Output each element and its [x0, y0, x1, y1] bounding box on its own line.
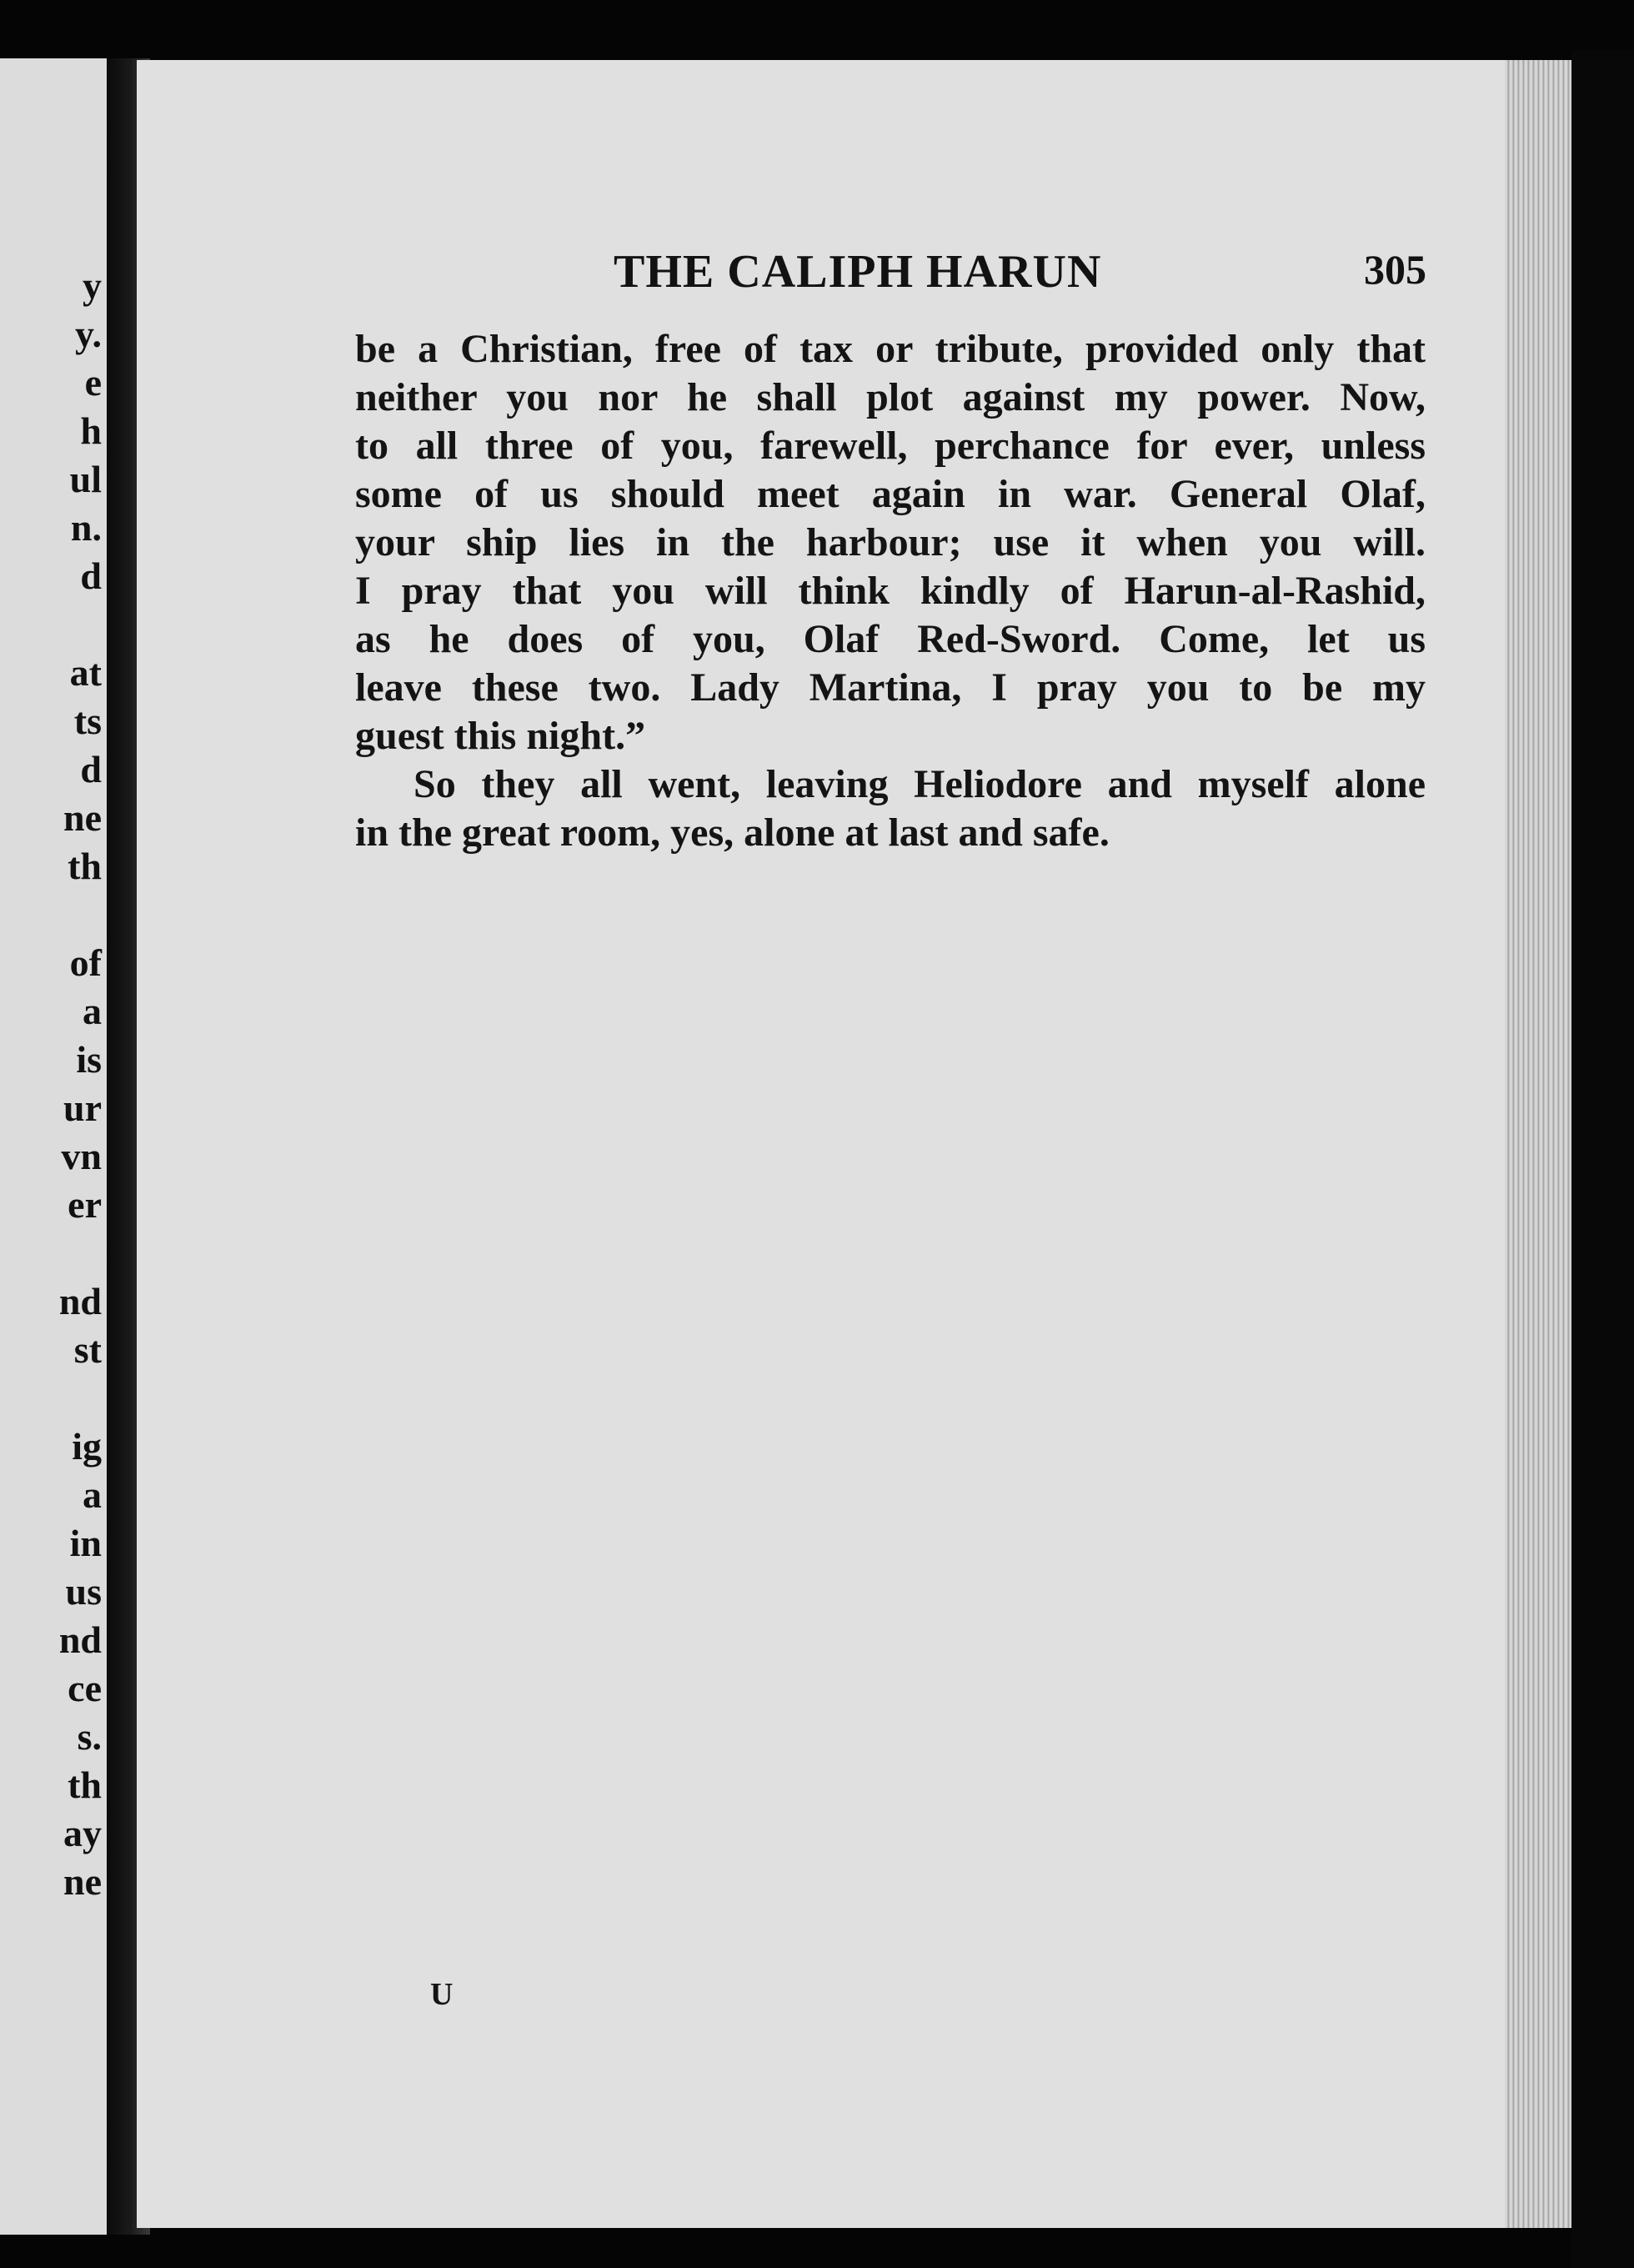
- text-line: guest this night.”: [355, 714, 646, 758]
- text-line: neither you nor he shall plot against my power. Now,: [355, 375, 1426, 419]
- left-page-line-fragment: ur: [63, 1086, 102, 1129]
- left-page-line-fragment: ay: [63, 1812, 102, 1854]
- left-page-line-fragment: ts: [73, 700, 102, 742]
- left-page-line-fragment: e: [84, 361, 102, 404]
- left-page-line-fragment: ig: [72, 1425, 102, 1468]
- left-page-line-fragment: in: [69, 1522, 102, 1564]
- paragraph: [355, 325, 1426, 760]
- left-page-line-fragment: a: [83, 990, 102, 1032]
- text-line: I pray that you will think kindly of Harun-al-Rashid,: [355, 569, 1426, 613]
- left-page-line-fragment: n.: [70, 506, 102, 549]
- left-page-line-fragment: of: [69, 941, 102, 984]
- running-head: [137, 245, 1526, 300]
- body-text: [355, 325, 1426, 857]
- left-page-line-fragment: ne: [63, 1860, 102, 1903]
- text-line: in the great room, yes, alone at last and safe.: [355, 810, 1110, 855]
- left-page-line-fragment: vn: [61, 1135, 102, 1177]
- left-page-line-fragment: ne: [63, 796, 102, 839]
- scan-border: [1571, 50, 1634, 2268]
- left-page-line-fragment: d: [80, 554, 102, 597]
- left-page-line-fragment: ul: [69, 458, 102, 500]
- left-page-line-fragment: at: [69, 651, 102, 694]
- left-page-line-fragment: is: [76, 1038, 102, 1081]
- text-line: be a Christian, free of tax or tribute, provided only that: [355, 327, 1426, 371]
- text-line: your ship lies in the harbour; use it when you will.: [355, 520, 1426, 564]
- left-page-line-fragment: ce: [68, 1667, 102, 1709]
- left-page-line-fragment: s.: [77, 1715, 102, 1758]
- page-number: 305: [1364, 246, 1426, 293]
- left-page-line-fragment: er: [68, 1183, 102, 1226]
- previous-page-fragment: [0, 58, 107, 2235]
- left-page-line-fragment: us: [65, 1570, 102, 1613]
- book-page: [133, 60, 1526, 2228]
- left-page-line-fragment: nd: [58, 1280, 102, 1322]
- left-page-line-fragment: th: [68, 1764, 102, 1806]
- left-page-line-fragment: h: [80, 409, 102, 452]
- left-page-line-fragment: y.: [75, 313, 102, 355]
- text-line: So they all went, leaving Heliodore and myself alone: [414, 762, 1426, 806]
- text-line: to all three of you, farewell, perchance for ever, unless: [355, 424, 1426, 468]
- left-page-line-fragment: st: [73, 1328, 102, 1371]
- left-page-line-fragment: d: [80, 748, 102, 790]
- left-page-line-fragment: nd: [58, 1618, 102, 1661]
- text-line: some of us should meet again in war. General Olaf,: [355, 472, 1426, 516]
- paragraph: [355, 760, 1426, 857]
- text-line: leave these two. Lady Martina, I pray you to be my: [355, 665, 1426, 710]
- signature-mark: U: [430, 1977, 454, 2012]
- running-title: THE CALIPH HARUN: [614, 246, 1102, 298]
- left-page-line-fragment: th: [68, 845, 102, 887]
- left-page-line-fragment: a: [83, 1473, 102, 1516]
- text-line: as he does of you, Olaf Red-Sword. Come, let us: [355, 617, 1426, 661]
- page-edges: [1505, 60, 1571, 2228]
- left-page-line-fragment: y: [83, 264, 102, 307]
